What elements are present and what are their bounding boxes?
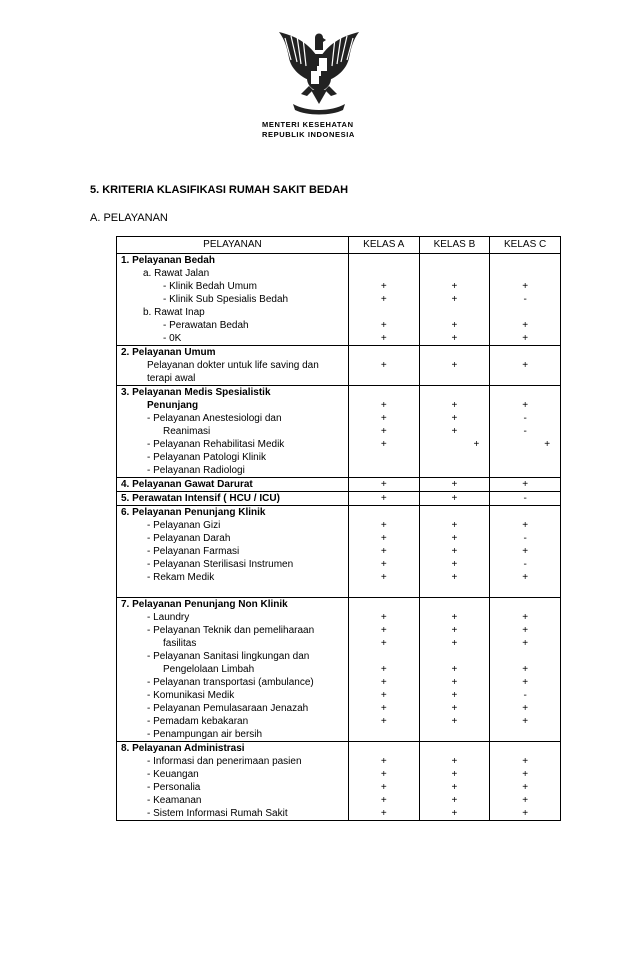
availability-mark: + <box>451 572 458 583</box>
availability-mark: + <box>522 546 529 557</box>
table-body <box>117 254 561 821</box>
kelas-c-cell <box>490 346 561 386</box>
availability-mark <box>494 451 556 464</box>
availability-mark: - <box>523 559 527 570</box>
table-row <box>117 598 561 742</box>
availability-mark: + <box>380 559 387 570</box>
availability-mark: + <box>522 360 529 371</box>
availability-mark: + <box>522 795 529 806</box>
availability-mark <box>424 267 486 280</box>
availability-mark: + <box>451 782 458 793</box>
availability-mark: + <box>380 808 387 819</box>
service-item: Reanimasi <box>163 426 211 437</box>
availability-mark: + <box>380 333 387 344</box>
availability-mark <box>353 254 415 267</box>
availability-mark: + <box>522 782 529 793</box>
service-item: - Pelayanan Radiologi <box>147 465 245 476</box>
service-group-title: 1. Pelayanan Bedah <box>121 255 215 266</box>
availability-mark <box>494 506 556 519</box>
service-cell <box>117 598 349 742</box>
ministry-name <box>262 120 355 140</box>
availability-mark: + <box>380 612 387 623</box>
availability-mark: + <box>451 677 458 688</box>
kelas-a-cell <box>348 742 419 821</box>
kelas-b-cell <box>419 478 490 492</box>
kelas-a-cell <box>348 254 419 346</box>
availability-mark: - <box>523 426 527 437</box>
service-item: - Perawatan Bedah <box>163 320 249 331</box>
availability-mark: + <box>522 320 529 331</box>
column-header-kelas-b: KELAS B <box>419 237 490 254</box>
garuda-emblem-icon <box>271 28 367 118</box>
service-item: - Personalia <box>147 782 201 793</box>
availability-mark: + <box>380 294 387 305</box>
availability-mark: + <box>522 716 529 727</box>
service-item <box>121 584 344 597</box>
service-item: - Pelayanan Anestesiologi dan <box>147 413 282 424</box>
availability-mark: + <box>451 716 458 727</box>
availability-mark: + <box>451 294 458 305</box>
service-item: - Klinik Sub Spesialis Bedah <box>163 294 289 305</box>
availability-mark: + <box>522 638 529 649</box>
kelas-b-cell <box>419 254 490 346</box>
service-item: - Pelayanan Patologi Klinik <box>147 452 266 463</box>
availability-mark <box>494 372 556 385</box>
availability-mark: + <box>380 281 387 292</box>
availability-mark <box>353 372 415 385</box>
availability-mark <box>424 650 486 663</box>
availability-mark: + <box>380 677 387 688</box>
kelas-c-cell <box>490 742 561 821</box>
service-cell <box>117 346 349 386</box>
service-group-title: Penunjang <box>147 400 199 411</box>
availability-mark <box>494 267 556 280</box>
availability-mark: + <box>451 664 458 675</box>
kelas-a-cell <box>348 598 419 742</box>
availability-mark: + <box>451 756 458 767</box>
availability-mark <box>353 464 415 477</box>
kelas-b-cell <box>419 598 490 742</box>
service-group-title: 6. Pelayanan Penunjang Klinik <box>121 507 266 518</box>
availability-mark <box>494 386 556 399</box>
availability-mark: + <box>451 690 458 701</box>
availability-mark: + <box>522 333 529 344</box>
availability-mark: + <box>380 533 387 544</box>
classification-table <box>116 236 561 821</box>
availability-mark <box>424 346 486 359</box>
availability-mark: + <box>380 690 387 701</box>
availability-mark: + <box>451 360 458 371</box>
service-item: - Pelayanan transportasi (ambulance) <box>147 677 314 688</box>
service-item: - Keuangan <box>147 769 199 780</box>
availability-mark <box>494 306 556 319</box>
service-item: - Pelayanan Teknik dan pemeliharaan <box>147 625 315 636</box>
service-item: - 0K <box>163 333 182 344</box>
availability-mark: + <box>522 520 529 531</box>
service-item: - Pelayanan Pemulasaraan Jenazah <box>147 703 309 714</box>
availability-mark: + <box>522 756 529 767</box>
service-cell <box>117 492 349 506</box>
availability-mark <box>494 584 556 597</box>
table-row <box>117 742 561 821</box>
availability-mark: + <box>522 808 529 819</box>
availability-mark: + <box>380 320 387 331</box>
kelas-a-cell <box>348 386 419 478</box>
availability-mark: + <box>380 782 387 793</box>
availability-mark: + <box>380 756 387 767</box>
service-cell <box>117 742 349 821</box>
service-item: b. Rawat Inap <box>143 307 205 318</box>
availability-mark: - <box>523 533 527 544</box>
availability-mark <box>353 346 415 359</box>
service-cell <box>117 478 349 492</box>
service-item: fasilitas <box>163 638 197 649</box>
kelas-a-cell <box>348 346 419 386</box>
service-item: - Informasi dan penerimaan pasien <box>147 756 302 767</box>
availability-mark: + <box>451 333 458 344</box>
kelas-c-cell <box>490 598 561 742</box>
service-item: - Sistem Informasi Rumah Sakit <box>147 808 288 819</box>
kelas-c-cell <box>490 506 561 598</box>
table-row <box>117 478 561 492</box>
availability-mark: + <box>451 320 458 331</box>
availability-mark: + <box>380 400 387 411</box>
kelas-b-cell <box>419 346 490 386</box>
service-item: - Komunikasi Medik <box>147 690 235 701</box>
sub-title: A. PELAYANAN <box>90 212 168 224</box>
availability-mark <box>353 451 415 464</box>
table-row <box>117 254 561 346</box>
service-item: - Rekam Medik <box>147 572 215 583</box>
column-header-kelas-a: KELAS A <box>348 237 419 254</box>
kelas-c-cell <box>490 386 561 478</box>
table-row <box>117 492 561 506</box>
kelas-b-cell <box>419 492 490 506</box>
availability-mark: + <box>380 572 387 583</box>
availability-mark: + <box>451 520 458 531</box>
availability-mark: + <box>522 625 529 636</box>
table-row <box>117 346 561 386</box>
availability-mark: + <box>522 703 529 714</box>
service-item: Pengelolaan Limbah <box>163 664 255 675</box>
service-item: terapi awal <box>147 373 196 384</box>
availability-mark <box>424 306 486 319</box>
availability-mark <box>494 254 556 267</box>
availability-mark: + <box>451 638 458 649</box>
ministry-line-1: MENTERI KESEHATAN <box>262 120 354 129</box>
service-group-title: 5. Perawatan Intensif ( HCU / ICU) <box>121 493 280 504</box>
availability-mark: + <box>380 795 387 806</box>
service-item: - Pelayanan Sanitasi lingkungan dan <box>147 651 310 662</box>
availability-mark: + <box>380 479 387 490</box>
availability-mark <box>424 506 486 519</box>
ministry-line-2: REPUBLIK INDONESIA <box>262 130 355 139</box>
availability-mark: - <box>523 493 527 504</box>
availability-mark: + <box>380 638 387 649</box>
table-row <box>117 386 561 478</box>
availability-mark: + <box>451 400 458 411</box>
availability-mark: + <box>522 479 529 490</box>
service-item: - Pelayanan Gizi <box>147 520 221 531</box>
availability-mark: + <box>451 769 458 780</box>
availability-mark: + <box>380 664 387 675</box>
kelas-b-cell <box>419 742 490 821</box>
section-title: 5. KRITERIA KLASIFIKASI RUMAH SAKIT BEDAH <box>90 184 349 196</box>
availability-mark: - <box>523 413 527 424</box>
availability-mark: + <box>451 546 458 557</box>
service-item: a. Rawat Jalan <box>143 268 210 279</box>
availability-mark <box>424 728 486 741</box>
service-group-title: 3. Pelayanan Medis Spesialistik <box>121 387 271 398</box>
kelas-a-cell <box>348 478 419 492</box>
availability-mark: + <box>451 808 458 819</box>
service-group-title: 7. Pelayanan Penunjang Non Klinik <box>121 599 288 610</box>
availability-mark: + <box>380 546 387 557</box>
availability-mark <box>353 267 415 280</box>
availability-mark <box>424 742 486 755</box>
service-item: - Penampungan air bersih <box>147 729 263 740</box>
availability-mark: + <box>380 426 387 437</box>
availability-mark <box>494 650 556 663</box>
availability-mark: + <box>522 612 529 623</box>
availability-mark: + <box>451 479 458 490</box>
availability-mark: + <box>451 625 458 636</box>
kelas-c-cell <box>490 492 561 506</box>
availability-mark <box>353 728 415 741</box>
service-item: - Pelayanan Rehabilitasi Medik <box>147 439 285 450</box>
availability-mark <box>424 598 486 611</box>
kelas-b-cell <box>419 506 490 598</box>
availability-mark: + <box>380 769 387 780</box>
kelas-b-cell <box>419 386 490 478</box>
service-cell <box>117 386 349 478</box>
availability-mark: + <box>451 413 458 424</box>
availability-mark: + <box>473 439 480 450</box>
column-header-pelayanan: PELAYANAN <box>117 237 349 254</box>
service-group-title: 2. Pelayanan Umum <box>121 347 216 358</box>
service-item: Pelayanan dokter untuk life saving dan <box>147 360 319 371</box>
kelas-a-cell <box>348 492 419 506</box>
availability-mark: + <box>522 281 529 292</box>
availability-mark: + <box>451 281 458 292</box>
availability-mark: + <box>451 559 458 570</box>
service-item: - Pelayanan Sterilisasi Instrumen <box>147 559 294 570</box>
kelas-a-cell <box>348 506 419 598</box>
availability-mark <box>494 728 556 741</box>
service-group-title: 4. Pelayanan Gawat Darurat <box>121 479 253 490</box>
availability-mark <box>424 386 486 399</box>
service-group-title: 8. Pelayanan Administrasi <box>121 743 245 754</box>
availability-mark <box>424 584 486 597</box>
availability-mark: + <box>522 677 529 688</box>
availability-mark: + <box>544 439 551 450</box>
availability-mark: + <box>380 520 387 531</box>
availability-mark: + <box>380 703 387 714</box>
availability-mark: - <box>523 690 527 701</box>
service-item: - Pelayanan Farmasi <box>147 546 240 557</box>
service-cell <box>117 506 349 598</box>
service-item: - Laundry <box>147 612 190 623</box>
availability-mark <box>353 742 415 755</box>
availability-mark: + <box>380 716 387 727</box>
column-header-kelas-c: KELAS C <box>490 237 561 254</box>
availability-mark <box>424 372 486 385</box>
availability-mark <box>424 464 486 477</box>
service-item: - Keamanan <box>147 795 202 806</box>
kelas-c-cell <box>490 478 561 492</box>
table-header-row <box>117 237 561 254</box>
service-cell <box>117 254 349 346</box>
availability-mark <box>353 306 415 319</box>
availability-mark <box>494 346 556 359</box>
service-item: - Klinik Bedah Umum <box>163 281 257 292</box>
availability-mark: + <box>451 612 458 623</box>
availability-mark <box>494 598 556 611</box>
availability-mark: + <box>380 413 387 424</box>
availability-mark: + <box>380 439 387 450</box>
availability-mark: + <box>451 795 458 806</box>
table-row <box>117 506 561 598</box>
availability-mark <box>353 584 415 597</box>
availability-mark: + <box>522 400 529 411</box>
availability-mark: + <box>380 493 387 504</box>
availability-mark <box>424 254 486 267</box>
availability-mark: + <box>380 360 387 371</box>
availability-mark <box>353 598 415 611</box>
availability-mark: + <box>380 625 387 636</box>
kelas-c-cell <box>490 254 561 346</box>
availability-mark: + <box>451 493 458 504</box>
service-item: - Pemadam kebakaran <box>147 716 249 727</box>
availability-mark: + <box>522 769 529 780</box>
availability-mark <box>494 742 556 755</box>
availability-mark <box>353 650 415 663</box>
availability-mark: - <box>523 294 527 305</box>
availability-mark <box>353 386 415 399</box>
availability-mark: + <box>522 572 529 583</box>
availability-mark: + <box>451 426 458 437</box>
service-item: - Pelayanan Darah <box>147 533 231 544</box>
availability-mark: + <box>451 703 458 714</box>
availability-mark: + <box>451 533 458 544</box>
availability-mark: + <box>522 664 529 675</box>
letterhead <box>0 28 638 118</box>
availability-mark <box>353 506 415 519</box>
availability-mark <box>494 464 556 477</box>
availability-mark <box>424 451 486 464</box>
